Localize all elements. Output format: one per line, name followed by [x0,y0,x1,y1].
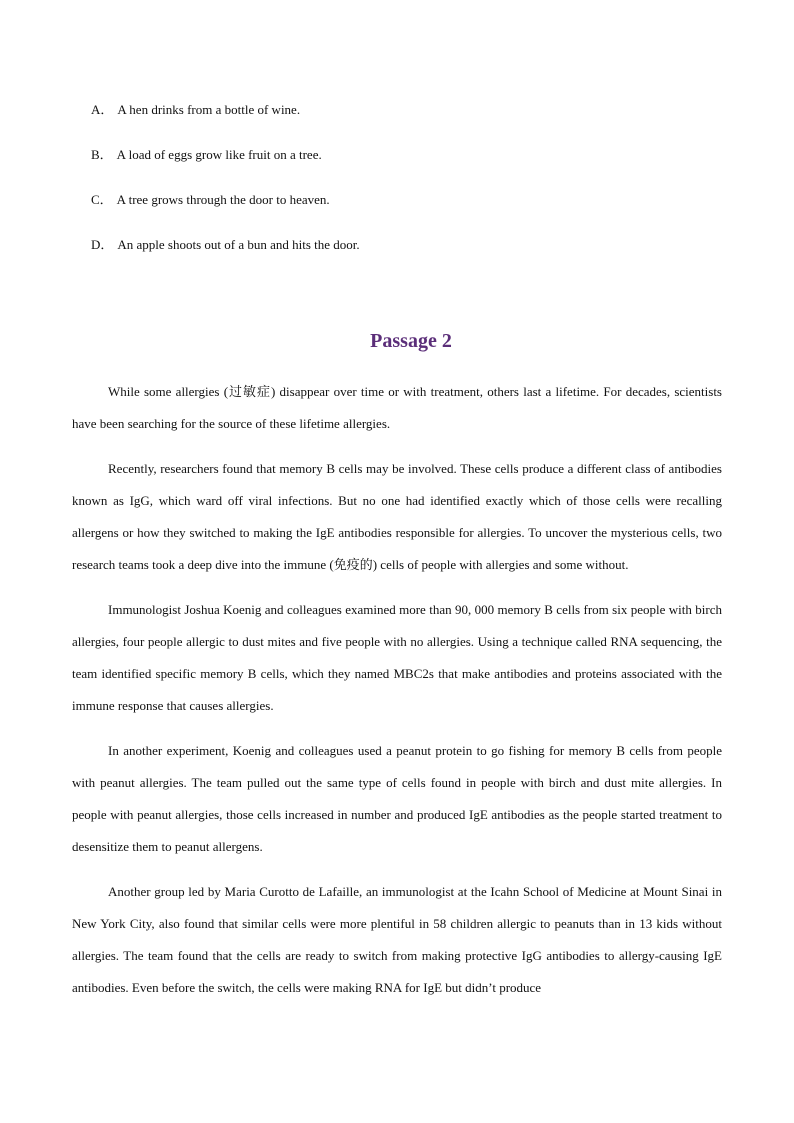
paragraph-2: Recently, researchers found that memory B cells may be involved. These cells produce a different class of antibodies known as IgG, which ward off viral infections. But no one had identified exactly which of those cells were recalling allergens or how they switched to making the IgE antibodies responsible for allergies. To uncover the mysterious cells, two research teams took a deep dive into the immune (免疫的) cells of people with allergies and some without. [72,461,722,572]
answer-options [91,99,731,279]
option-letter: B． [91,147,113,162]
passage-title: Passage 2 [370,330,452,352]
option-text: An apple shoots out of a bun and hits the door. [117,237,360,252]
passage-body [72,376,722,1017]
option-b [91,144,731,166]
option-letter: C． [91,192,113,207]
option-text: A load of eggs grow like fruit on a tree. [116,147,322,162]
option-letter: A． [91,102,114,117]
option-d [91,234,731,256]
paragraph-1: While some allergies (过敏症) disappear over time or with treatment, others last a lifetime. For decades, scientists have been searching for the source of these lifetime allergies. [72,384,722,431]
paragraph-5: Another group led by Maria Curotto de Lafaille, an immunologist at the Icahn School of Medicine at Mount Sinai in New York City, also found that similar cells were more plentiful in 58 children allergic to peanuts than in 13 kids without allergies. The team found that the cells are ready to switch from making protective IgG antibodies to allergy-causing IgE antibodies. Even before the switch, the cells were making RNA for IgE but didn’t produce [72,884,722,995]
option-a [91,99,731,121]
option-letter: D． [91,237,114,252]
option-text: A hen drinks from a bottle of wine. [117,102,301,117]
paragraph-4: In another experiment, Koenig and colleagues used a peanut protein to go fishing for memory B cells from people with peanut allergies. The team pulled out the same type of cells found in people with birch and dust mite allergies. In people with peanut allergies, those cells increased in number and produced IgE antibodies as the people started treatment to desensitize them to peanut allergens. [72,743,722,854]
paragraph-3: Immunologist Joshua Koenig and colleagues examined more than 90, 000 memory B cells from six people with birch allergies, four people allergic to dust mites and five people with no allergies. Using a technique called RNA sequencing, the team identified specific memory B cells, which they named MBC2s that make antibodies and proteins associated with the immune response that causes allergies. [72,602,722,713]
option-text: A tree grows through the door to heaven. [116,192,330,207]
option-c [91,189,731,211]
